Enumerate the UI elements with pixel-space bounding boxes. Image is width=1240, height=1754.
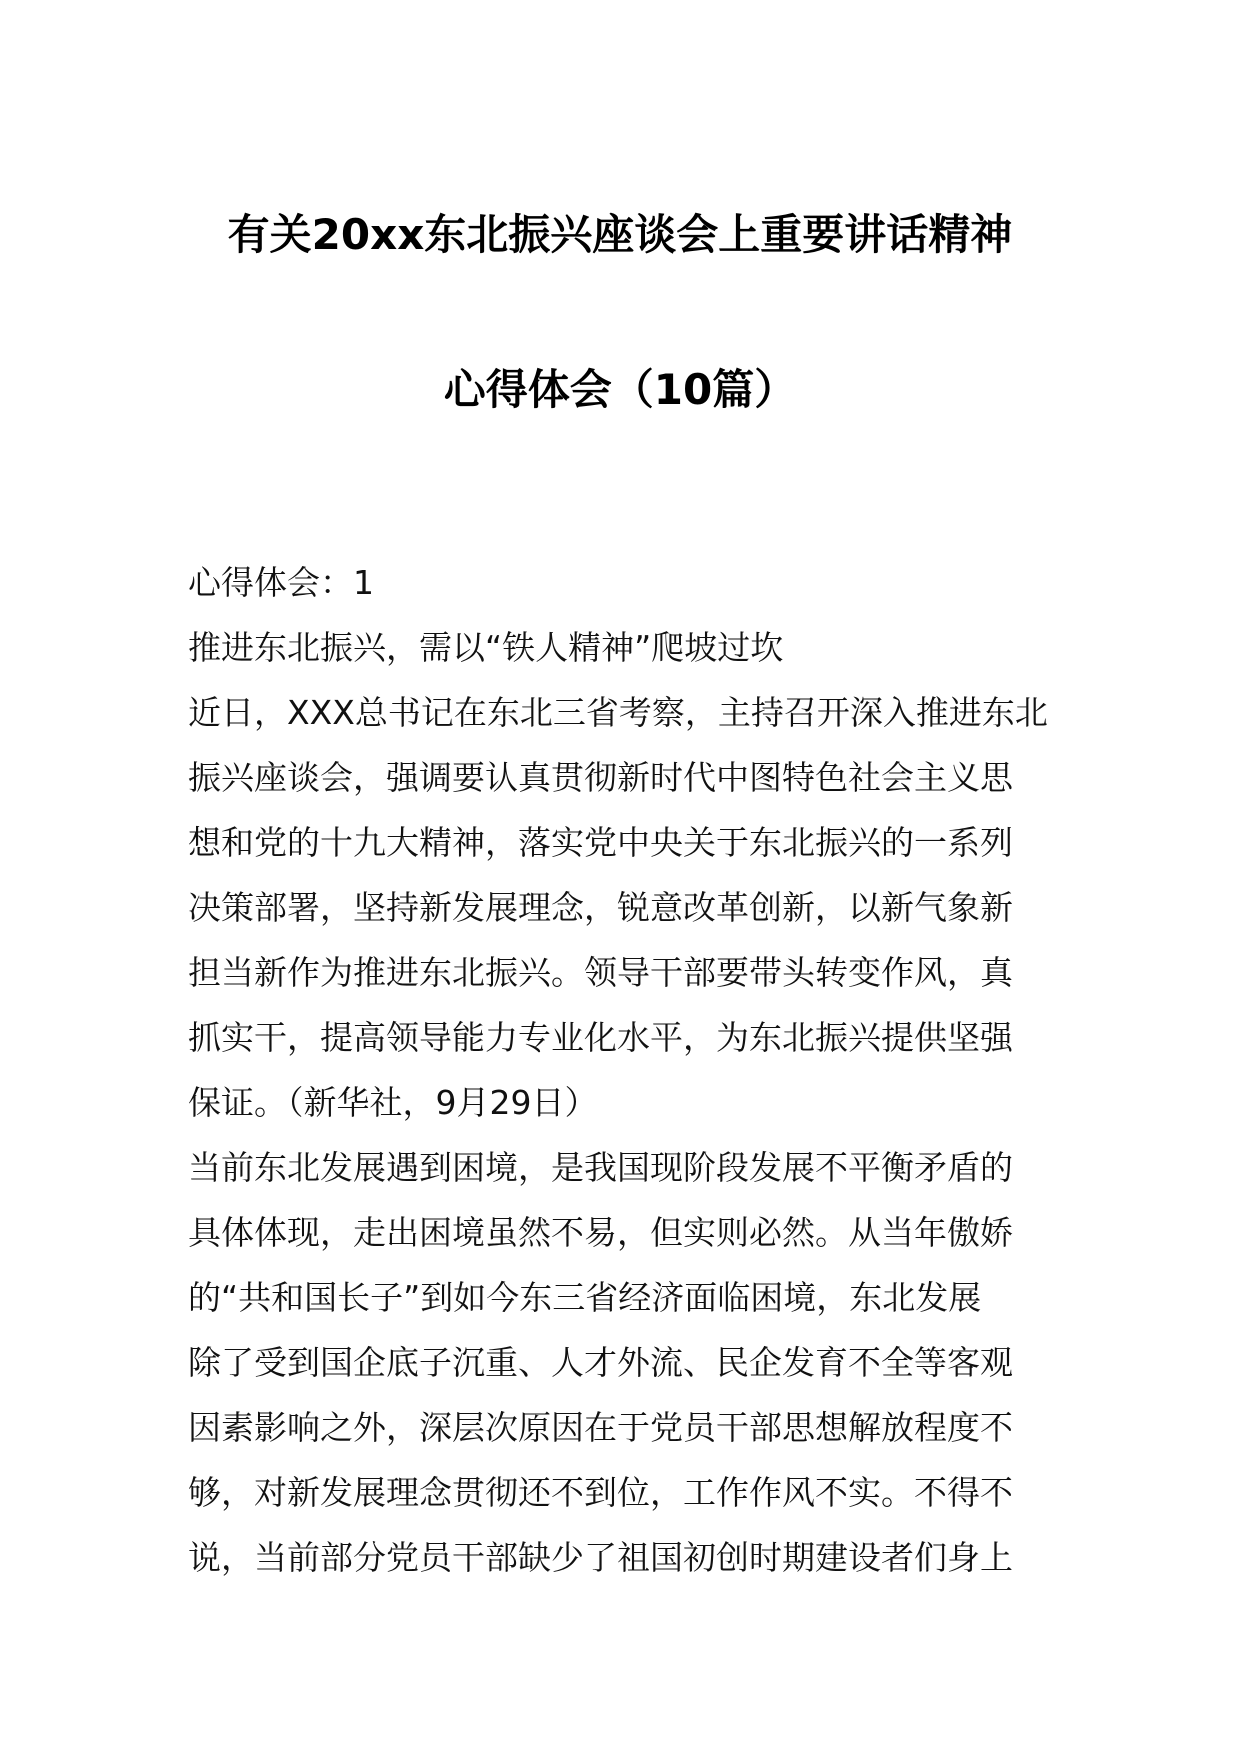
paragraph-line: 近日，XXX总书记在东北三省考察，主持召开深入推进东北 (188, 693, 1048, 732)
document-title-line-2: 心得体会（10篇） (443, 365, 797, 414)
paragraph-line: 当前东北发展遇到困境，是我国现阶段发展不平衡矛盾的 (188, 1148, 1013, 1187)
paragraph-line: 具体体现，走出困境虽然不易，但实则必然。从当年傲娇 (188, 1213, 1013, 1252)
paragraph-line: 决策部署，坚持新发展理念，锐意改革创新，以新气象新 (188, 888, 1013, 927)
paragraph-line: 抓实干，提高领导能力专业化水平，为东北振兴提供坚强 (188, 1018, 1013, 1057)
paragraph-line: 担当新作为推进东北振兴。领导干部要带头转变作风，真 (188, 953, 1013, 992)
paragraph-line: 说，当前部分党员干部缺少了祖国初创时期建设者们身上 (188, 1538, 1013, 1577)
paragraph-line: 够，对新发展理念贯彻还不到位，工作作风不实。不得不 (188, 1473, 1013, 1512)
paragraph-line: 想和党的十九大精神，落实党中央关于东北振兴的一系列 (188, 823, 1013, 862)
section-heading: 推进东北振兴，需以“铁人精神”爬坡过坎 (188, 628, 784, 667)
section-label: 心得体会：1 (188, 563, 374, 602)
paragraph-line: 因素影响之外，深层次原因在于党员干部思想解放程度不 (188, 1408, 1013, 1447)
paragraph-line: 的“共和国长子”到如今东三省经济面临困境，东北发展 (188, 1278, 982, 1317)
document-body (188, 550, 1058, 1590)
paragraph-line: 除了受到国企底子沉重、人才外流、民企发育不全等客观 (188, 1343, 1013, 1382)
document-title-line-1: 有关20xx东北振兴座谈会上重要讲话精神 (227, 210, 1013, 259)
paragraph-line: 保证。（新华社，9月29日） (188, 1083, 598, 1122)
paragraph-line: 振兴座谈会，强调要认真贯彻新时代中图特色社会主义思 (188, 758, 1013, 797)
